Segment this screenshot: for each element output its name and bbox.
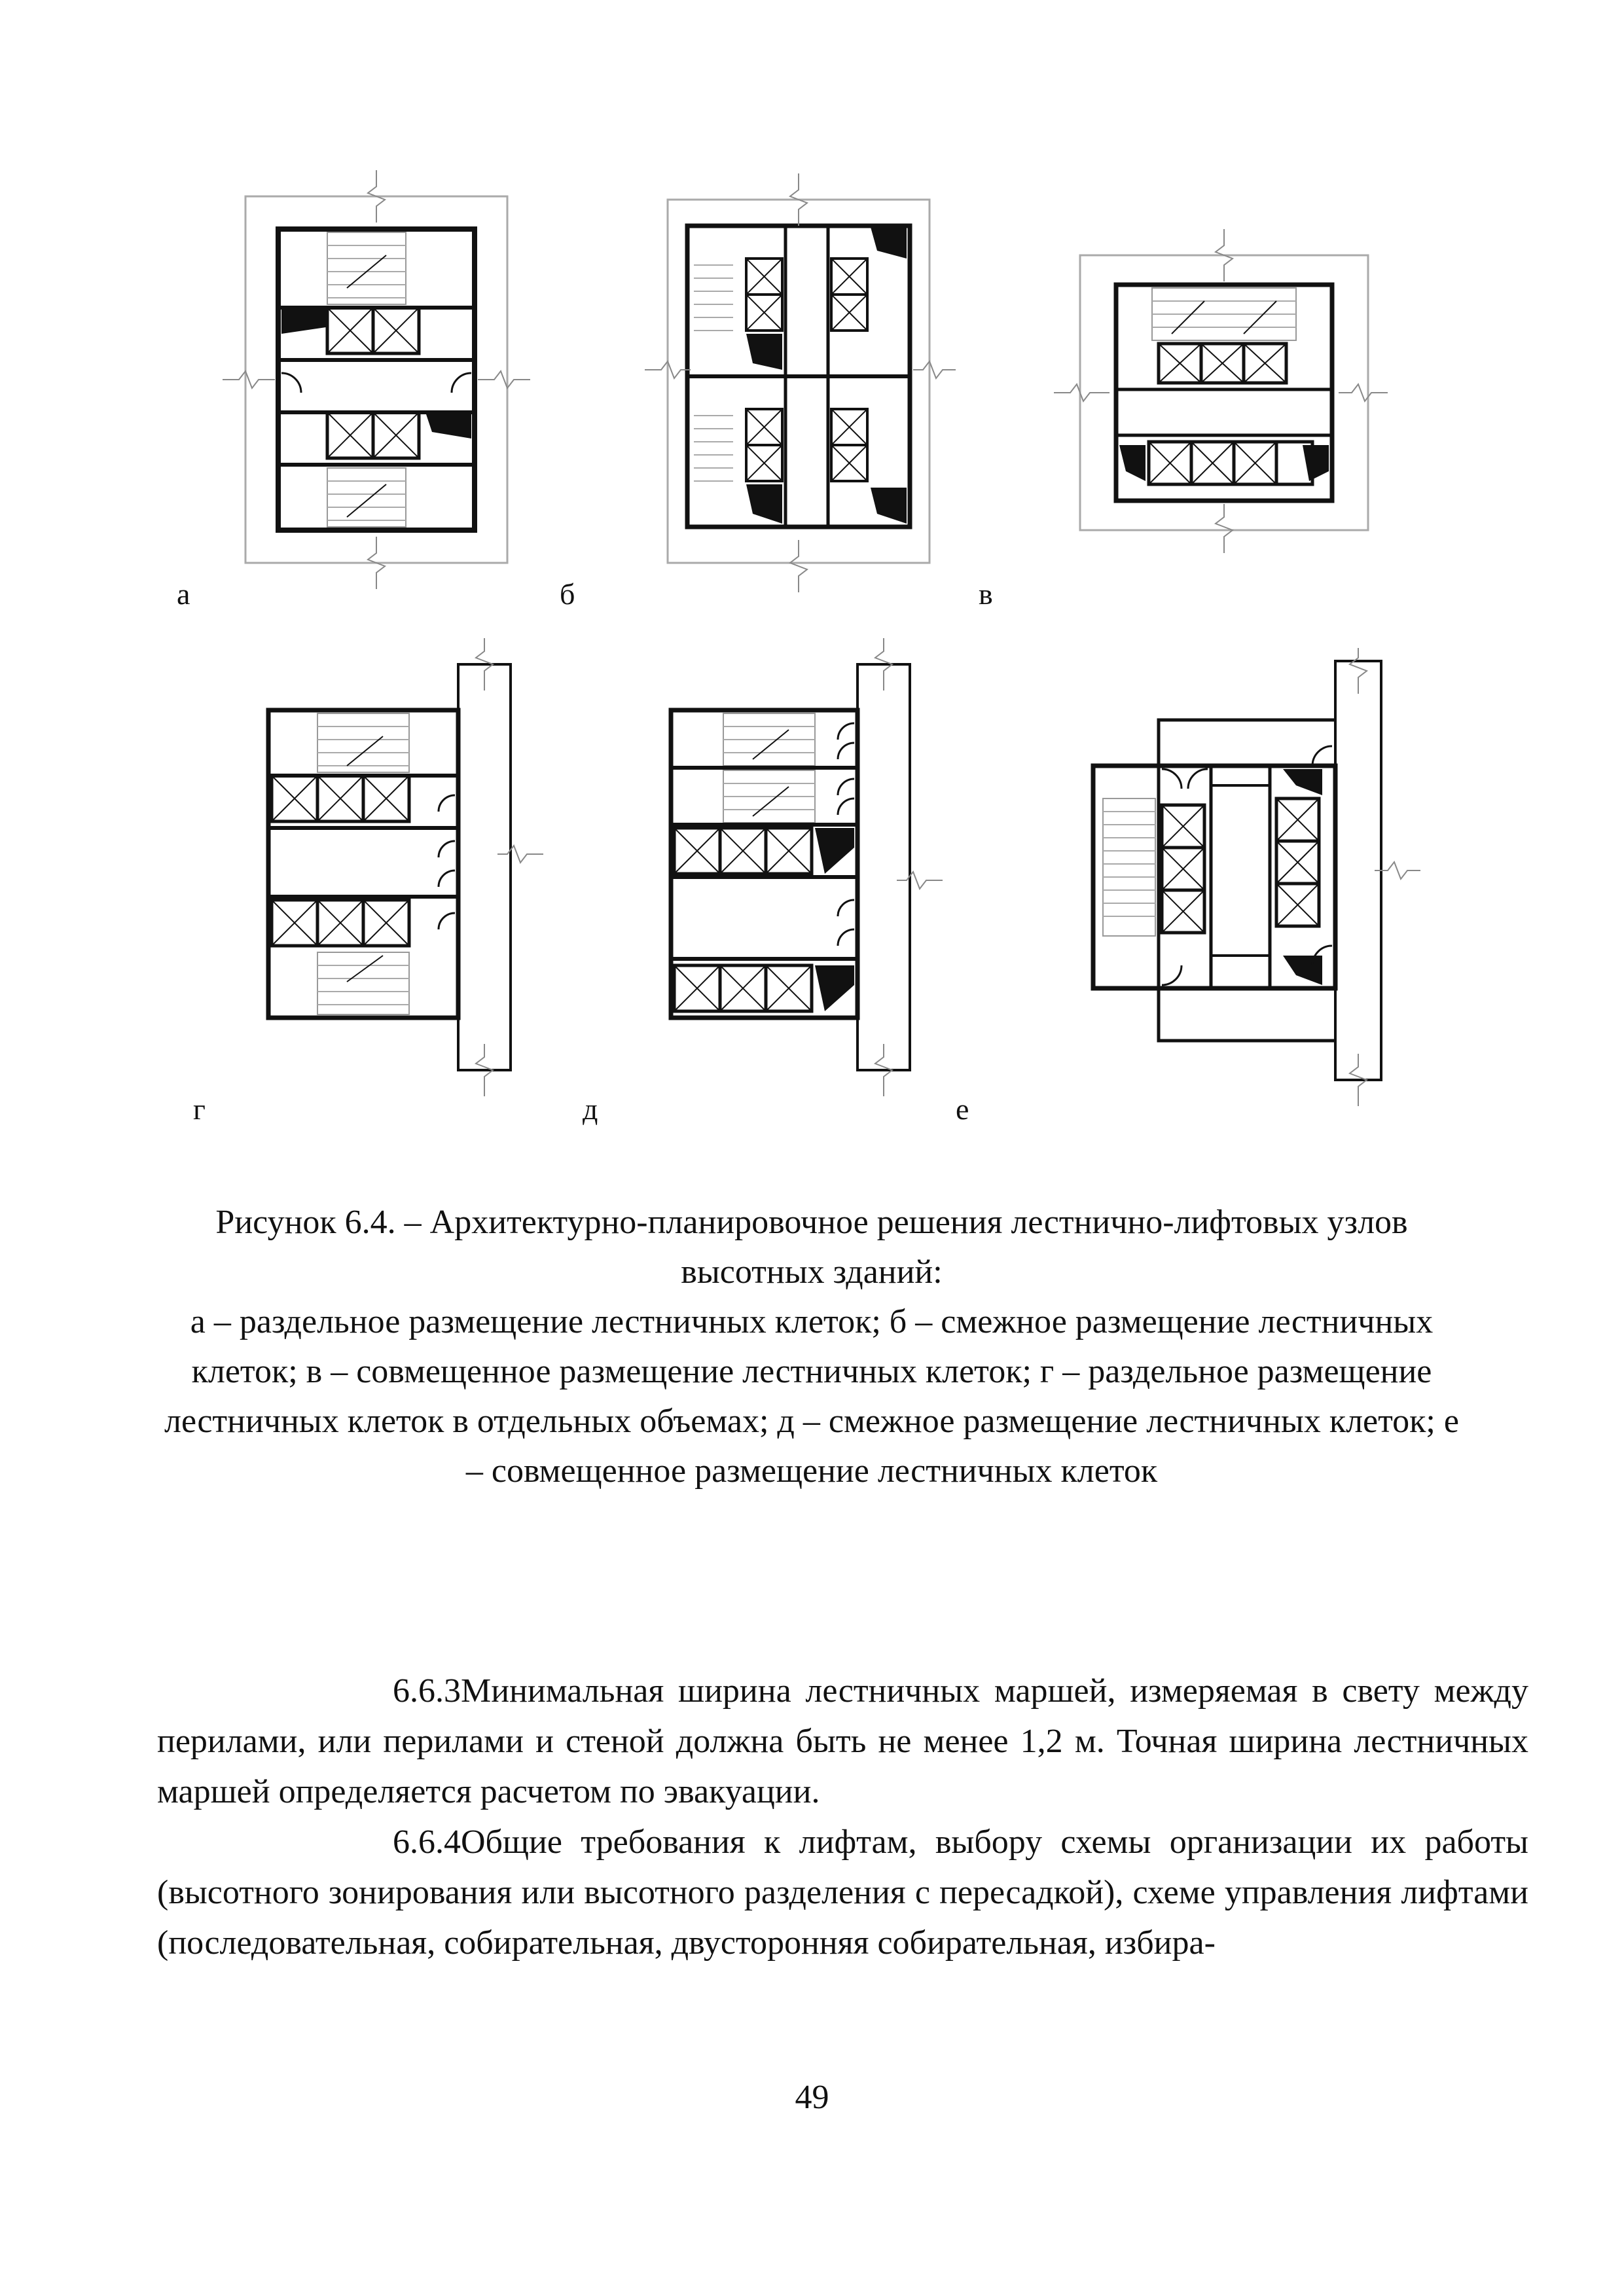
plan-g-diagram bbox=[262, 638, 550, 1096]
page-number: 49 bbox=[795, 2079, 829, 2116]
label-e: е bbox=[956, 1092, 969, 1126]
paragraph-text: Минимальная ширина лестничных маршей, измеряемая в свету между перилами, или перилами и стеной должна быть не менее 1,2 м. Точная ширина лестничных маршей определяется расчетом по эвакуации. bbox=[157, 1672, 1528, 1810]
figure-caption bbox=[164, 1198, 1460, 1496]
plan-d-diagram bbox=[661, 638, 949, 1096]
plan-b-diagram bbox=[661, 173, 936, 592]
label-b: б bbox=[560, 577, 575, 611]
caption-legend: а – раздельное размещение лестничных клеток; б – смежное размещение лестничных клеток; в – совмещенное размещение лестничных клеток; г – раздельное размещение лестничных клеток в отдельных объемах; д – смежное размещение лестничных клеток; е – совмещенное размещение лестничных клеток bbox=[164, 1303, 1459, 1490]
plan-v-diagram bbox=[1074, 229, 1375, 556]
paragraph-number: 6.6.4 bbox=[393, 1823, 461, 1861]
caption-title: Рисунок 6.4. – Архитектурно-планировочное решения лестнично-лифтовых узлов высотных зданий: bbox=[215, 1204, 1408, 1291]
label-a: а bbox=[177, 577, 190, 611]
label-g: г bbox=[193, 1092, 206, 1126]
paragraph-number: 6.6.3 bbox=[393, 1672, 461, 1710]
paragraph-text: Общие требования к лифтам, выбору схемы организации их работы (высотного зонирования или высотного разделения с пересадкой), схеме управления лифтами (последовательная, собирательная, двусторонняя собирательная, избира- bbox=[157, 1823, 1528, 1962]
label-d: д bbox=[583, 1092, 598, 1126]
plan-a-diagram bbox=[242, 170, 517, 589]
plan-e-diagram bbox=[1087, 648, 1427, 1119]
paragraph-6-6-4 bbox=[157, 1817, 1528, 1968]
body-text bbox=[157, 1666, 1528, 1968]
paragraph-6-6-3 bbox=[157, 1666, 1528, 1817]
label-v: в bbox=[979, 577, 993, 611]
